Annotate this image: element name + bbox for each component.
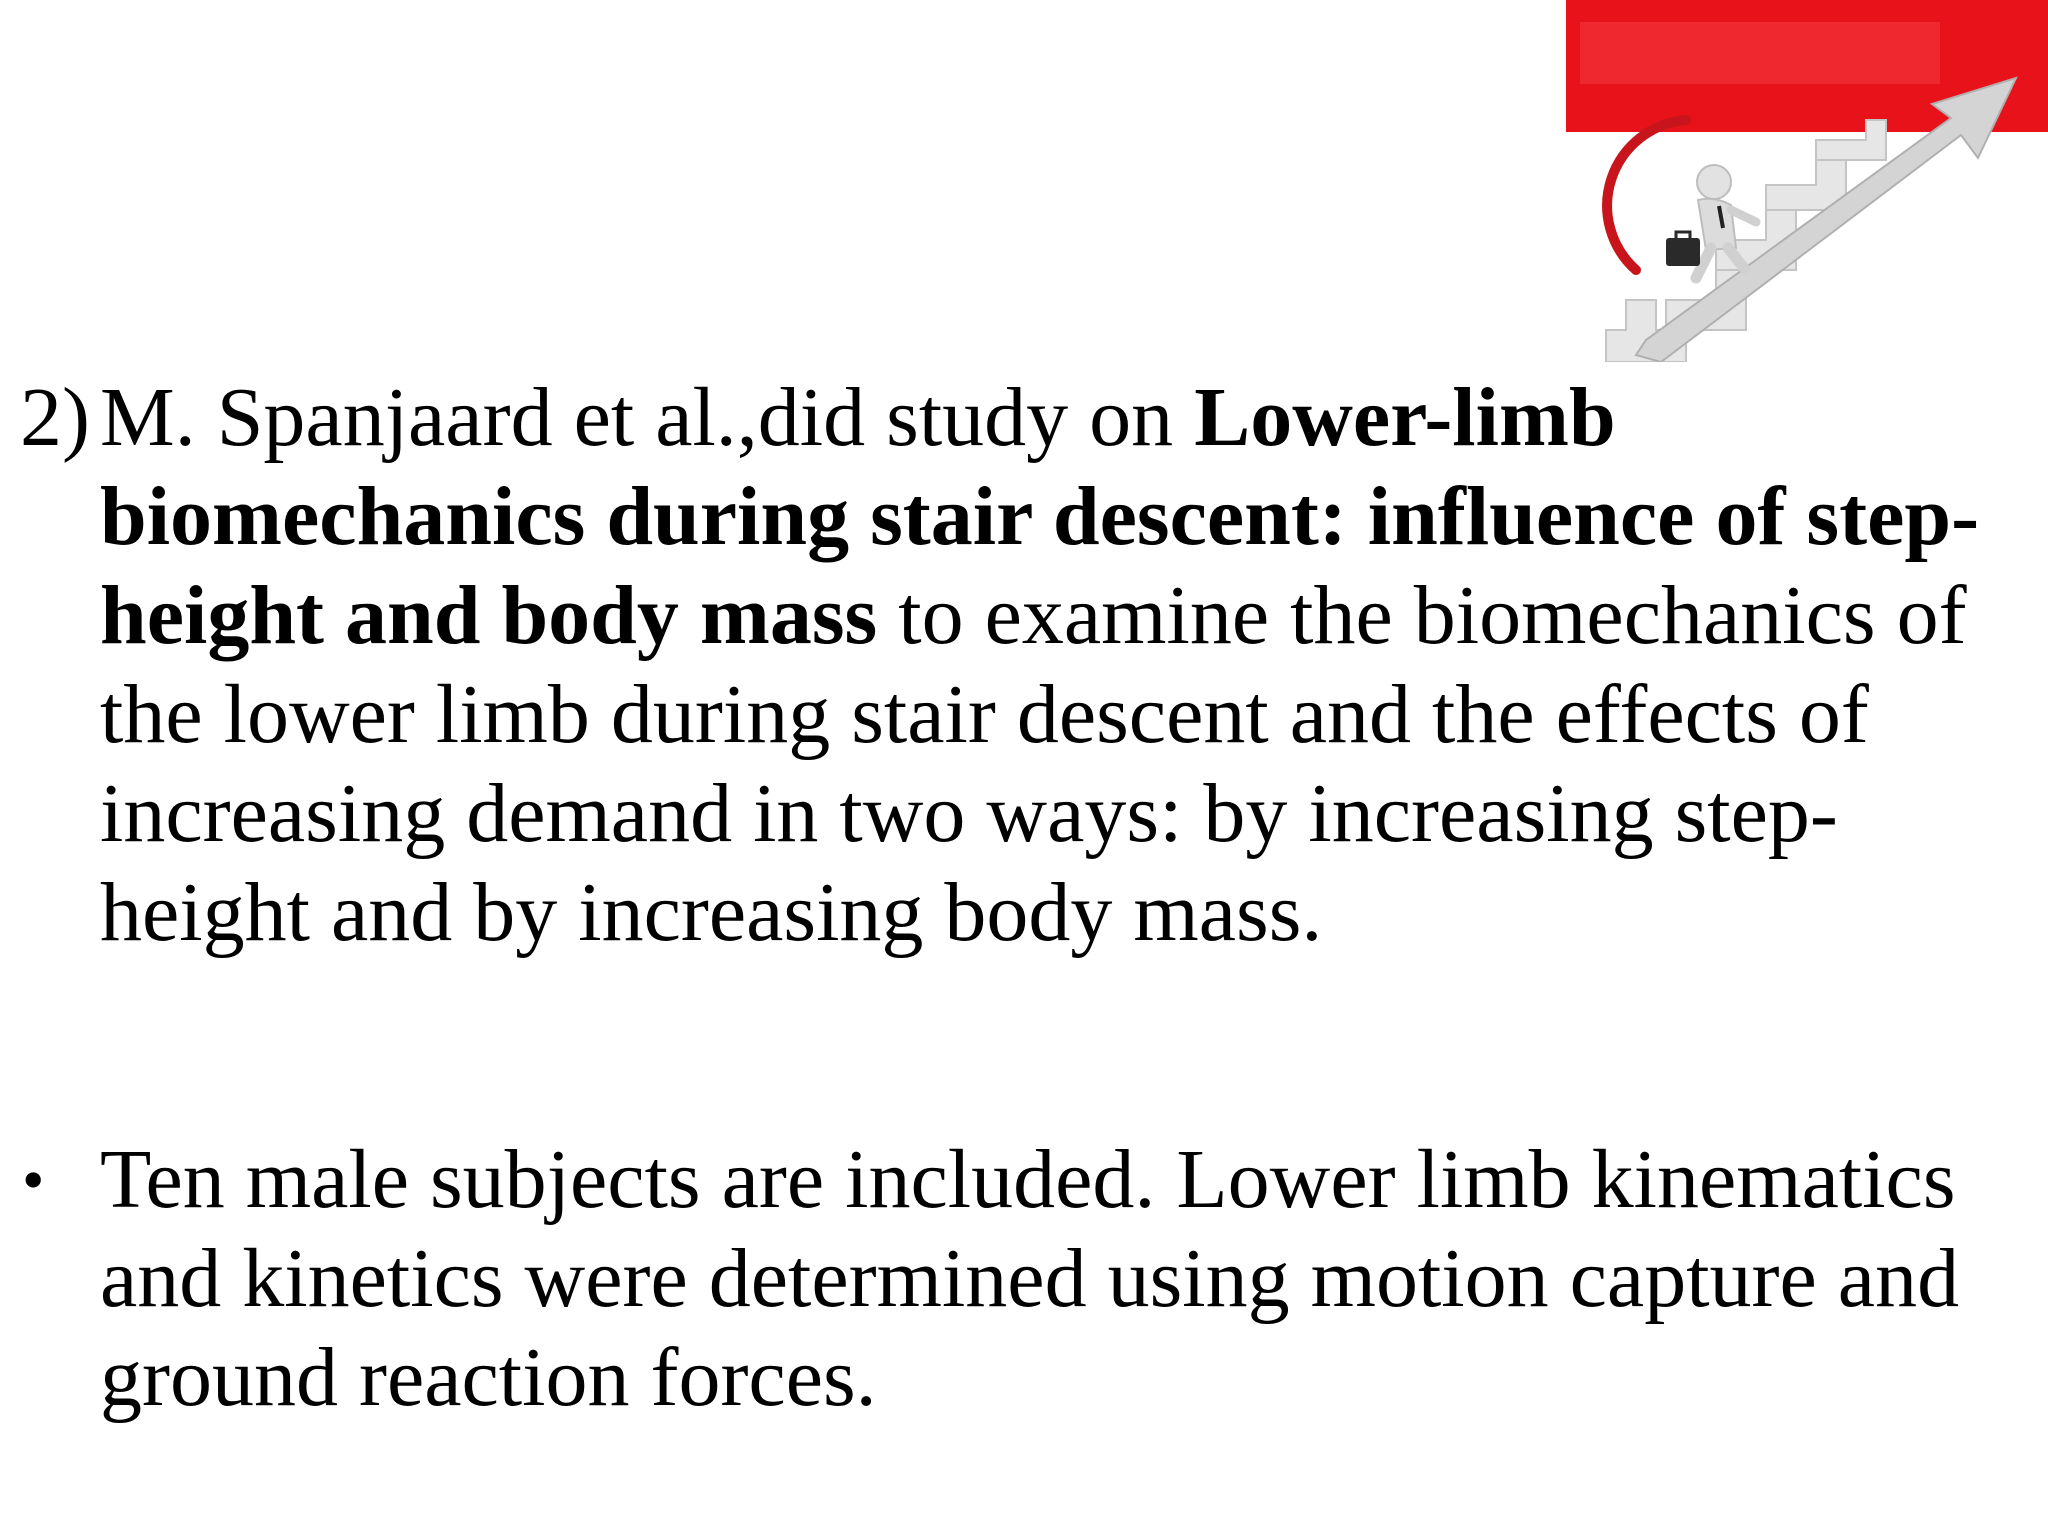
businessman-climbing-stairs-arrow-icon (1566, 0, 2048, 362)
stairs (1606, 120, 1886, 362)
paragraph-intro: M. Spanjaard et al.,did study on (100, 371, 1195, 464)
study-title: Lower-limb biomechanics during stair descent: influence of step-height and body mass (100, 371, 1980, 662)
stairs-illustration (1566, 0, 2048, 362)
bullet-icon: • (22, 1144, 45, 1215)
paragraph-study (20, 368, 2010, 962)
subjects-text: Ten male subjects are included. Lower limb kinematics and kinetics were determined using motion capture and ground reaction forces. (100, 1133, 1960, 1424)
paragraph-rest: to examine the biomechanics of the lower limb during stair descent and the effects of increasing demand in two ways: by increasing step-height and by increasing body mass. (100, 569, 1967, 959)
businessman-figure (1666, 165, 1756, 278)
slide-body (20, 368, 2010, 1427)
paragraph-subjects (20, 1130, 2010, 1427)
briefcase-icon (1666, 238, 1700, 266)
paragraph-number: 2) (20, 371, 90, 464)
